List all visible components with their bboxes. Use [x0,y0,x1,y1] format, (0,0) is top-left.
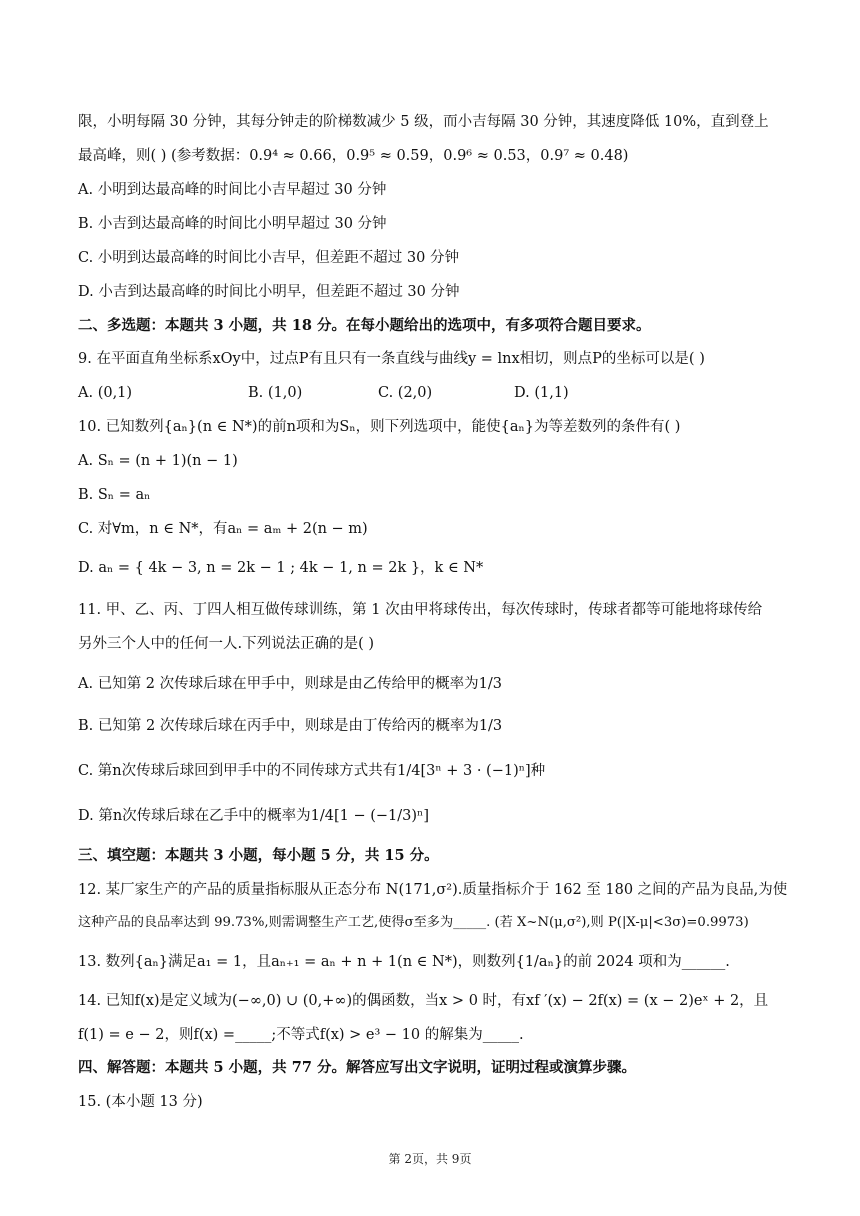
section-4-heading: 四、解答题：本题共 5 小题，共 77 分。解答应写出文字说明，证明过程或演算步骤。 [78,1059,636,1076]
q14-text-line-2: f(1) = e − 2，则f(x) =_____;不等式f(x) > e³ − 10 的解集为_____. [78,1027,524,1043]
q11-option-a: A. 已知第 2 次传球后球在甲手中，则球是由乙传给甲的概率为1/3 [78,676,502,692]
q8-text-line-1: 限，小明每隔 30 分钟，其每分钟走的阶梯数减少 5 级，而小吉每隔 30 分钟，其速度降低 10%，直到登上 [78,114,769,130]
q9-option-d: D. (1,1) [514,385,569,401]
q10-option-a: A. Sₙ = (n + 1)(n − 1) [78,453,238,469]
q11-option-d: D. 第n次传球后球在乙手中的概率为1/4[1 − (−1/3)ⁿ] [78,808,429,824]
q9-option-c: C. (2,0) [378,385,433,401]
q10-option-c: C. 对∀m，n ∈ N*，有aₙ = aₘ + 2(n − m) [78,521,368,537]
section-3-heading: 三、填空题：本题共 3 小题，每小题 5 分，共 15 分。 [78,847,439,864]
q8-text-line-2: 最高峰，则( ) (参考数据：0.9⁴ ≈ 0.66，0.9⁵ ≈ 0.59，0.9⁶ ≈ 0.53，0.9⁷ ≈ 0.48) [78,148,629,164]
q10-option-d: D. aₙ = { 4k − 3, n = 2k − 1 ; 4k − 1, n = 2k }，k ∈ N* [78,560,484,576]
q11-option-b: B. 已知第 2 次传球后球在丙手中，则球是由丁传给丙的概率为1/3 [78,718,503,734]
q10-text: 10. 已知数列{aₙ}(n ∈ N*)的前n项和为Sₙ，则下列选项中，能使{aₙ}为等差数列的条件有( ) [78,419,681,435]
q14-text-line-1: 14. 已知f(x)是定义域为(−∞,0) ∪ (0,+∞)的偶函数，当x > 0 时，有xf ′(x) − 2f(x) = (x − 2)eˣ + 2，且 [78,993,769,1009]
q15-heading: 15. (本小题 13 分) [78,1094,203,1110]
q8-option-d: D. 小吉到达最高峰的时间比小明早，但差距不超过 30 分钟 [78,284,460,300]
q11-text-line-1: 11. 甲、乙、丙、丁四人相互做传球训练，第 1 次由甲将球传出，每次传球时，传球者都等可能地将球传给 [78,602,763,618]
q10-option-b: B. Sₙ = aₙ [78,487,151,503]
page-footer: 第 2页，共 9页 [388,1152,472,1166]
section-2-heading: 二、多选题：本题共 3 小题，共 18 分。在每小题给出的选项中，有多项符合题目要求。 [78,317,651,334]
q13-text: 13. 数列{aₙ}满足a₁ = 1，且aₙ₊₁ = aₙ + n + 1(n ∈ N*)，则数列{1/aₙ}的前 2024 项和为______. [78,954,730,970]
q12-text-line-2: 这种产品的良品率达到 99.73%,则需调整生产工艺,使得σ至多为_____. (若 X~N(μ,σ²),则 P(|X-μ|<3σ)=0.9973) [78,915,749,930]
q8-option-c: C. 小明到达最高峰的时间比小吉早，但差距不超过 30 分钟 [78,250,459,266]
q8-option-b: B. 小吉到达最高峰的时间比小明早超过 30 分钟 [78,216,387,232]
q9-text: 9. 在平面直角坐标系xOy中，过点P有且只有一条直线与曲线y = lnx相切，则点P的坐标可以是( ) [78,351,705,367]
q9-option-b: B. (1,0) [248,385,303,401]
q9-options [78,383,569,403]
q12-text-line-1: 12. 某厂家生产的产品的质量指标服从正态分布 N(171,σ²).质量指标介于 162 至 180 之间的产品为良品,为使 [78,882,788,898]
q9-option-a: A. (0,1) [78,385,133,401]
q8-option-a: A. 小明到达最高峰的时间比小吉早超过 30 分钟 [78,182,387,198]
q11-text-line-2: 另外三个人中的任何一人.下列说法正确的是( ) [78,636,375,652]
q11-option-c: C. 第n次传球后球回到甲手中的不同传球方式共有1/4[3ⁿ + 3 · (−1)ⁿ]种 [78,763,546,779]
